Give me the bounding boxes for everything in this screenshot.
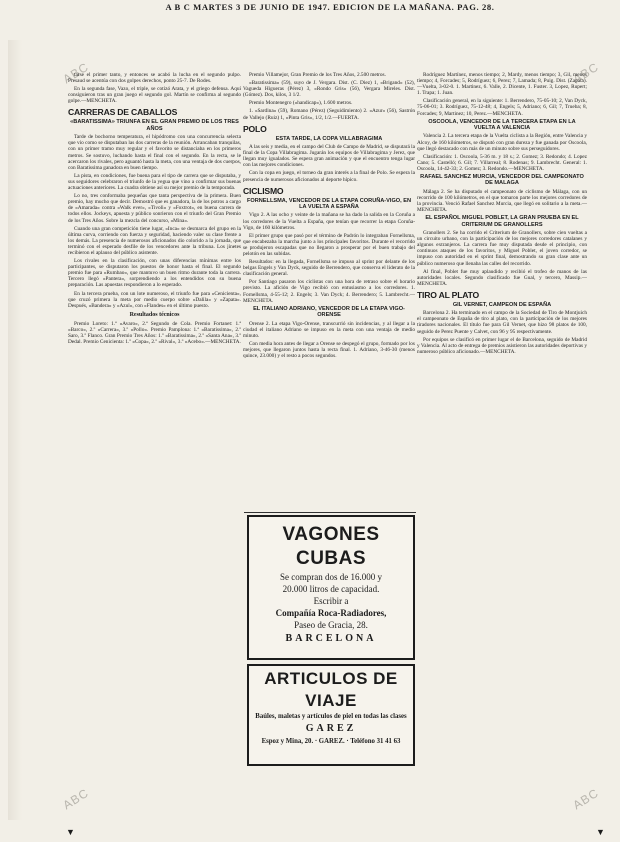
article-text: «Baratissima» (59), suyo de J. Vergara. Dist. (C. Diez) 1, «Brigand» (52), Vagueda Higueras (Pérez) 3, «Rondo Gris» (56), Vergara Mireles. Dist. (Gómez). Dos, kilos, 3 1/2. (243, 80, 415, 99)
watermark: ABC (570, 785, 602, 813)
article-text: Los rivales en la clasificación, con unas diferencias mínimas entre los participantes, se disputaron los puestos de honor hasta el final. El segundo premio fue para «Rumbao», que mantuvo un buen ritmo durante toda la carrera. Tercero llegó «Pantera», sorprendiendo a los entendidos con su buena preparación. Las apuestas respondieron a lo esperado. (68, 258, 241, 289)
article-headline: ESTA TARDE, LA COPA VILLABRAGIMA (275, 135, 383, 142)
article-headline: GIL VERNET, CAMPEON DE ESPAÑA (452, 301, 552, 308)
page-header: A B C MARTES 3 DE JUNIO DE 1947. EDICION DE LA MAÑANA. PAG. 28. (165, 2, 495, 12)
watermark: ABC (60, 59, 92, 87)
column-3 (417, 72, 587, 787)
article-text: Por Santiago pasaron los ciclistas con una hora de retraso sobre el horario previsto. La afición de Vigo recibió con entusiasmo a los corredores. 1. Fornellsma, 4-55-12; 2. Engels; 3. Van Dyck; 4. Berrendero; 5. Lambrecht.—MENCHETA. (243, 279, 415, 304)
article-text: Rodríguez Martínez, menos tiempo; 2, Mardy, menos tiempo; 3, Gil, menos tiempo; 4, Forcades; 5, Rodríguez; 6, Perez; 7, Lamada; 8, Puig. Dist. (Zapata).—Vuelta, 3-02-0. 1. Martinez, 6. Valle, 2. Dicente, 1. Fuster. 3, Lopez, Rupert; 1. Trapa; 1. Juan. (417, 72, 587, 97)
column-1 (68, 72, 241, 787)
registration-mark-icon: ▼ (596, 827, 605, 837)
results-text: Premio Loreto: 1.ª «Avaro», 2.ª Segundo de Cola. Premio Fortanet: 1.ª «Barco», 2.º «Carrera», 3.º «Pollo». Premio Pamplona: 1.ª «Baratissima», 2.º Saro, 3.º Flanco. Gran Premio Tres Años: 1.º «Baratissima», 2.º «Santa Ana», 3.º Dedal. Premio Cenicienta: 1.º «Copa», 2.º «Rival», 3.º «Acebo».—MENCHETA. (68, 320, 241, 346)
article-text: Resultados: en la llegada, Fornellsma se impuso al sprint por delante de los belgas Engels y Van Dyck, seguido de Berrendero, que conserva el liderato de la clasificación general. (243, 259, 415, 278)
section-title: CICLISMO (243, 185, 284, 196)
ad-title: VAGONES CUBAS (282, 524, 380, 569)
registration-mark-icon: ▼ (66, 827, 75, 837)
article-text: Barcelona 2. Ha terminado en el campo de la Sociedad de Tiro de Montjuich el campeonato de España de tiro al plato, con la participación de los mejores tiradores nacionales. El título fue para Gil Vernet, que hizo 98 platos de 100, seguido de Perez Puente y Calvet, con 96 y 95 respectivamente. (417, 310, 587, 335)
article-text: Tarde de bochorno temperatura, el hipódromo con una concurrencia selecta que vio como se disputaban las dos carreras de la reunión. Arrancaban tranquilas, con un primer tramo muy regular y el favorito se distanciaba en los primeros metros. Se sostuvo, luchando hasta el final con el segundo. En la recta, se le acercaron los rivales, pero aguantó hasta la meta, con una ventaja de dos cuerpos, con Baratissima ganadora en buen tiempo. (68, 134, 241, 171)
column-2 (243, 72, 415, 512)
article-headline: EL ESPAÑOL MIGUEL POBLET, LA GRAN PRUEBA EN EL CRITERIUM DE GRANOLLERS (425, 215, 579, 228)
article-headline: OSCOOLA, VENCEDOR DE LA TERCERA ETAPA EN LA VUELTA A VALENCIA (428, 118, 576, 132)
ad-company: Compañía Roca-Radiadores, (275, 608, 387, 618)
ad-brand: GAREZ (305, 723, 357, 734)
ad-text: Escribir a (313, 596, 349, 606)
ad-city: BARCELONA (285, 633, 377, 644)
article-text: Lo no, tres conformaba pequeñas que tanta perspectiva de la primera. Buen premio, hay mucho que decir. Demostró que es ganadora, la de los potros a cargo de «Amarada» contra «Walk ever», «Tivoli» y «Foxtrot», en buena carrera de todos ellos. Jockeys, apuesta y público sonrieron con el triunfo del Gran Premio de los Tres Años. Sobre la mezcla del concurso, «Mina». (68, 193, 241, 224)
advertisement-articulos-viaje (247, 664, 415, 766)
article-text: Málaga 2. Se ha disputado el campeonato de ciclismo de Málaga, con un recorrido de 100 kilómetros, en el que tomaron parte los mejores corredores de la provincia. Venció Rafael Sanchez Murcia, que llegó en solitario a la meta.—MENCHETA. (417, 188, 587, 214)
article-text: La pista, en condiciones, fue buena para el tipo de carrera que se disputaba, y sus seguidores celebraron el triunfo de la yegua que vino a confirmar sus buenas actuaciones anteriores. La cuadra obtiene así su mejor premio de la temporada. (68, 172, 241, 192)
divider (244, 512, 416, 513)
article-text: Granollers 2. Se ha corrido el Criterium de Granollers, sobre cien vueltas a un circuito urbano, con la participación de los mejores corredores catalanes y algunos extranjeros. La carrera fue muy disputada desde el principio, con continuos ataques de los favoritos, y Miguel Poblet, el joven corredor, se impuso con autoridad en el sprint final, demostrando su gran clase ante un público numeroso que llenaba las calles del recorrido. (417, 230, 587, 267)
article-text: Clasificación: 1. Oscoola, 5-36 m. y 18 s.; 2. Gomez; 3. Redondo; 4. Lopez Cano; 5. Castelló; 6. Gil; 7. Villarreal; 8. Rodenas; 9. Lambrecht. General: 1. Oscoola, 14-42-33; 2. Gomez; 3. Redondo.—MENCHETA. (417, 153, 587, 172)
article-text: Por equipos se clasificó en primer lugar el de Barcelona, seguido de Madrid y Valencia. Al acto de entrega de premios asistieron las autoridades deportivas y numeroso público aficionado.—MENCHETA. (417, 336, 587, 355)
article-text: El primer grupo que pasó por el término de Padrón lo integraban Fornellsma, que encabezaba la marcha junto a los principales favoritos. Durante el recorrido se produjeron escapadas que no llegaron a prosperar por el buen trabajo del pelotón en las subidas. (243, 232, 415, 257)
ad-text: 20.000 litros de capacidad. (282, 584, 380, 594)
article-text: Premio Montenegro («handicap»), 1.600 metros. (249, 100, 353, 107)
article-text: Vigo 2. A las ocho y veinte de la mañana se ha dado la salida en la Coruña a los corredores de la Vuelta a España, que tenían que recorrer la etapa Coruña-Vigo, de 160 kilómetros. (243, 212, 415, 231)
ad-footer: Espoz y Mina, 20. · GAREZ. · Teléfono 31 41 63 (261, 738, 401, 745)
article-text: Con media hora antes de llegar a Orense se despegó el grupo, formado por los mejores, que llegaron juntos hasta la recta final. 1. Adriano, 3-46-30 (menos quince, 23.000) y el resto a pocos segundos. (243, 340, 415, 360)
article-text: 1. «Sardina» (59), Romano (Pérez) (Seguidimiento) 2. «Azur» (56), Sastrón de Vallejo (Ruiz) 1, «Pinta Gris», 1/2, 1/2.—FUERTA. (243, 108, 415, 121)
page-fold-shadow (8, 40, 22, 820)
article-headline: FORNELLSMA, VENCEDOR DE LA ETAPA CORUÑA-VIGO, EN LA VUELTA A ESPAÑA (246, 197, 412, 211)
article-text: Al final, Poblet fue muy aplaudido y recibió el trofeo de manos de las autoridades locales. Segundo clasificado fue Gual, y tercero, Massip.—MENCHETA. (417, 268, 587, 287)
article-text: Cuando una gran competición tiene lugar, «Inca» se desmarca del grupo en la última curva, corriendo con fuerza y seguridad, haciendo valer su clase frente a los demás. La presencia de numerosos aficionados dio colorido a la jornada, que terminó con el esperado desfile de los vencedores ante la tribuna. Los jinetes recibieron el aplauso del público asistente. (68, 225, 241, 256)
watermark: ABC (570, 59, 602, 87)
article-text: Con la copa en juego, el torneo da gran interés a la final de Polo. Se espera la presencia de numerosos aficionados al deporte hípico. (243, 170, 415, 183)
ad-text: Baúles, maletas y artículos de piel en todas las clases (255, 713, 407, 720)
article-text: tarse el primer tanto, y entonces se acabó la lucha en el segundo pulpo. Presaud se acentúa con dos golpes derechos, ponto 25-7. De Rodes. (68, 72, 241, 85)
article-headline: «BARATISSIMA» TRIUNFA EN EL GRAN PREMIO DE LOS TRES AÑOS (70, 119, 239, 132)
advertisement-vagones (247, 515, 415, 660)
article-headline: RAFAEL SANCHEZ MURCIA, VENCEDOR DEL CAMPEONATO DE MALAGA (420, 174, 584, 187)
results-heading: Resultados técnicos (129, 311, 180, 318)
article-text: Valencia 2. La tercera etapa de la Vuelta ciclista a la Región, entre Valencia y Alcoy, de 160 kilómetros, se disputó con gran dureza y fue ganada por Oscoola, que llegó destacado con más de un minuto sobre sus perseguidores. (417, 133, 587, 152)
article-text: Premio Villamejor, Gran Premio de los Tres Años, 2.500 metros. (249, 72, 386, 78)
article-text: En la tercera prueba, con un lote numeroso, el triunfo fue para «Cenicienta», que cruzó primera la meta por medio cuerpo sobre «Dalila» y «Zapata». Después, «Bandera» y «Azul», con «Flandes» en el último puesto. (68, 290, 241, 309)
watermark: ABC (60, 785, 92, 813)
article-text: Clasificación general, en la siguiente: 1. Berrendero, 75-05-10; 2, Van Dyck, 75-06-01; 3. Rodríguez, 75-12-48; 4, Engels; 5, Adriano; 6, Gil; 7, Trueba; 8, Forcades; 9, Martinez; 10, Perez.—MENCHETA. (417, 98, 587, 117)
article-text: En la segunda fase, Vazo, el triple, se cotizó Arata, y el griego defensa. Aquí consiguieron tras un gran juego el segundo gol. Martín se confirma al segundo golpe.—MENCHETA. (68, 86, 241, 105)
article-text: A las seis y media, en el campo del Club de Campo de Madrid, se disputará la final de la Copa Villabragima. Jugarán los equipos de Villabragima y Jerez, que llegan muy igualados. Se espera gran animación y que el encuentro tenga lugar con las mejores condiciones. (243, 144, 415, 169)
ad-text: Se compran dos de 16.000 y (280, 572, 382, 582)
section-title: TIRO AL PLATO (417, 289, 480, 300)
section-title: POLO (243, 123, 267, 134)
section-title: CARRERAS DE CABALLOS (68, 107, 178, 118)
ad-title: ARTICULOS DE VIAJE (264, 669, 398, 710)
article-text: Orense 2. La etapa Vigo-Orense, transcurrió sin incidencias, y al llegar a la ciudad el italiano Adriano se impuso en la meta con una ventaja de medio minuto. (243, 320, 415, 339)
ad-address: Paseo de Gracia, 28. (294, 620, 368, 630)
article-headline: EL ITALIANO ADRIANO, VENCEDOR DE LA ETAPA VIGO-ORENSE (253, 305, 405, 319)
